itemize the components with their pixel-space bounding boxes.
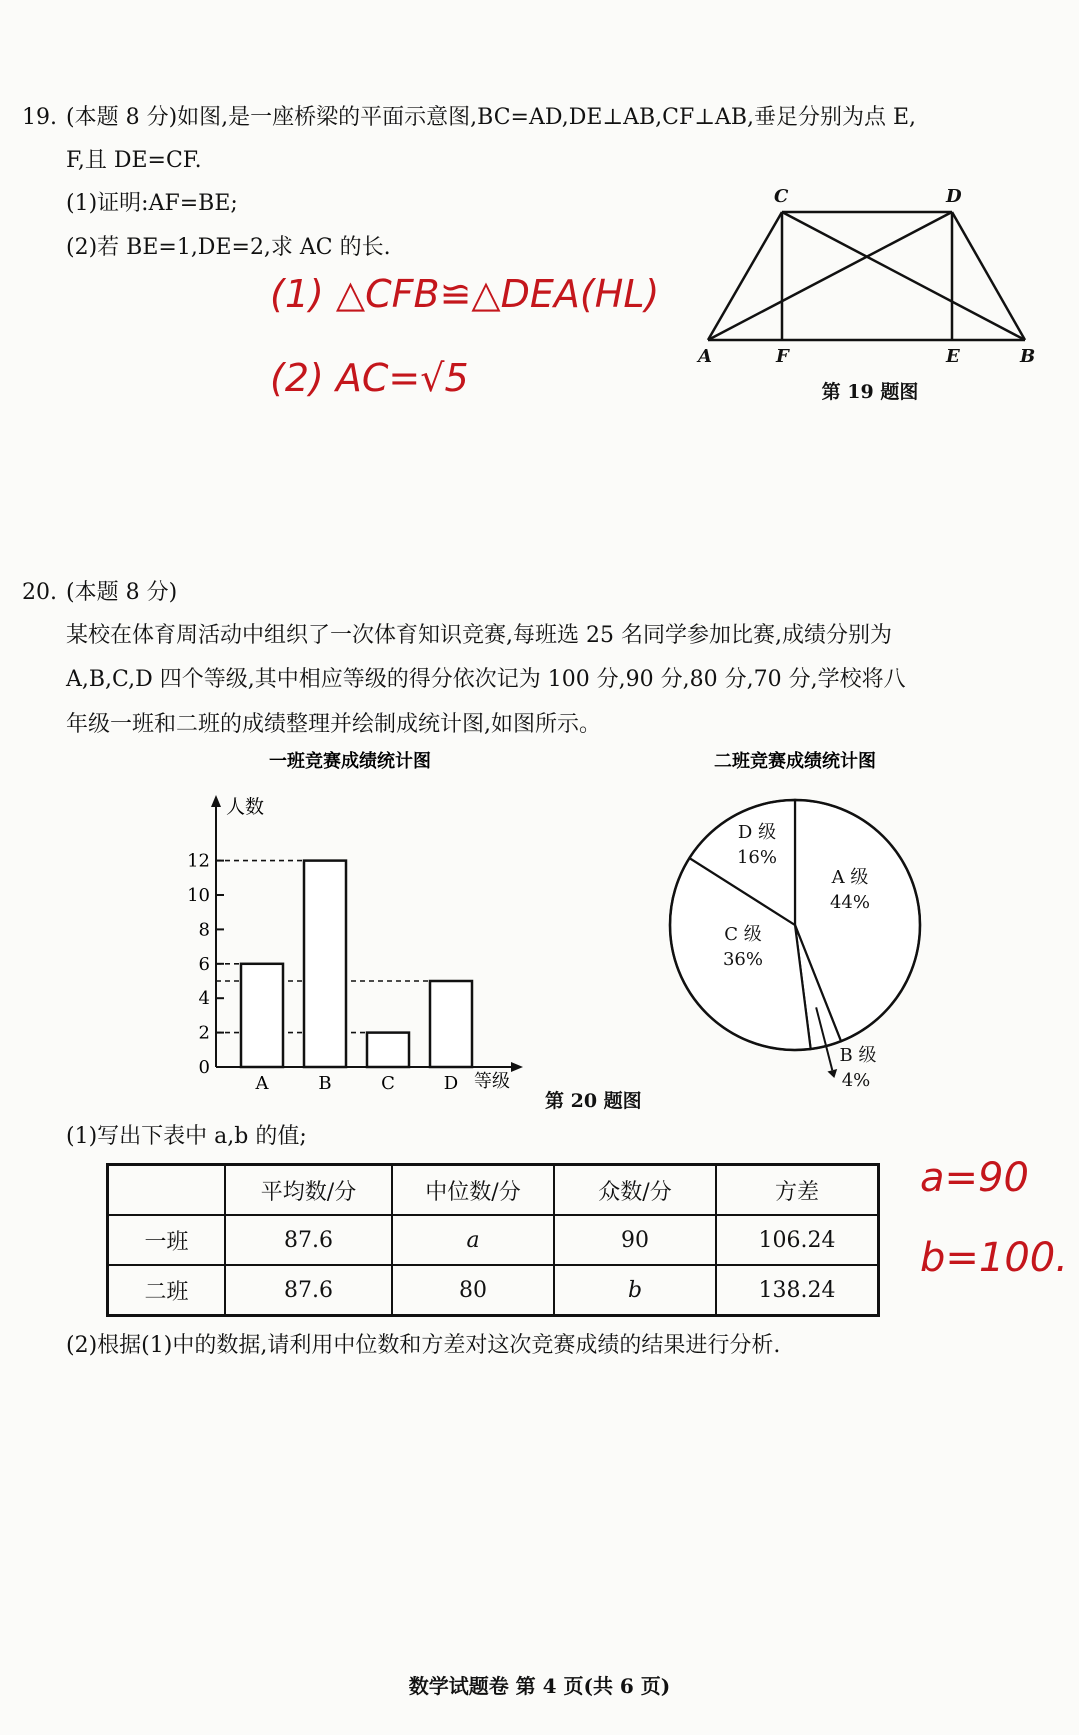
q20-para3: 年级一班和二班的成绩整理并绘制成统计图,如图所示。 bbox=[66, 712, 601, 737]
y-tick-label: 10 bbox=[187, 885, 210, 906]
table-cell: 138.24 bbox=[716, 1265, 879, 1316]
table-cell: b bbox=[554, 1265, 716, 1316]
label-b: B bbox=[1020, 346, 1036, 367]
q19-stem-line2: F,且 DE=CF. bbox=[66, 148, 202, 173]
label-e: E bbox=[946, 346, 960, 367]
bar-chart-title: 一班竞赛成绩统计图 bbox=[269, 751, 431, 772]
table-cell: 87.6 bbox=[225, 1215, 392, 1265]
pie-label-d: D 级 bbox=[737, 822, 777, 843]
table-cell: a bbox=[392, 1215, 554, 1265]
handwritten-a-value: a=90 bbox=[920, 1155, 1029, 1201]
q19-part1: (1)证明:AF=BE; bbox=[66, 191, 238, 216]
pie-value-d: 16% bbox=[736, 847, 778, 868]
q20-part2: (2)根据(1)中的数据,请利用中位数和方差对这次竞赛成绩的结果进行分析. bbox=[66, 1333, 781, 1358]
table-header-row bbox=[108, 1165, 879, 1216]
q20-header: (本题 8 分) bbox=[66, 580, 178, 605]
pie-label-c: C 级 bbox=[724, 924, 762, 945]
y-tick-label: 2 bbox=[198, 1022, 210, 1044]
label-c: C bbox=[774, 186, 789, 207]
label-a: A bbox=[698, 346, 712, 367]
x-tick-label: D bbox=[443, 1073, 459, 1090]
table-header-cell bbox=[108, 1165, 226, 1216]
bar-d bbox=[430, 981, 472, 1067]
pie-chart-title: 二班竞赛成绩统计图 bbox=[714, 751, 876, 772]
pie-b-arrow-head bbox=[827, 1069, 837, 1078]
y-axis-label: 人数 bbox=[226, 796, 265, 818]
q19-handwritten-answer1: (1) △CFB≌△DEA(HL) bbox=[270, 272, 660, 316]
y-tick-label: 6 bbox=[198, 953, 210, 975]
table-header-cell: 中位数/分 bbox=[392, 1165, 554, 1216]
q20-para2: A,B,C,D 四个等级,其中相应等级的得分依次记为 100 分,90 分,80 分,70 分,学校将八 bbox=[66, 667, 906, 692]
q19-stem-line1: (本题 8 分)如图,是一座桥梁的平面示意图,BC=AD,DE⊥AB,CF⊥AB,垂足分别为点 E, bbox=[66, 105, 917, 130]
pie-value-c: 36% bbox=[722, 949, 764, 970]
y-tick-label: 12 bbox=[187, 850, 210, 872]
pie-label-a: A 级 bbox=[831, 867, 869, 888]
table-cell: 一班 bbox=[108, 1215, 226, 1265]
bar-b bbox=[304, 861, 346, 1067]
q19-part2: (2)若 BE=1,DE=2,求 AC 的长. bbox=[66, 235, 391, 260]
x-axis-arrow bbox=[511, 1062, 523, 1072]
y-tick-label: 4 bbox=[198, 988, 210, 1010]
q19-figure bbox=[690, 180, 1050, 410]
q20-number: 20. bbox=[22, 580, 57, 605]
label-d: D bbox=[946, 186, 962, 207]
table-cell: 二班 bbox=[108, 1265, 226, 1316]
x-axis-label: 等级 bbox=[474, 1071, 510, 1090]
table-header-cell: 众数/分 bbox=[554, 1165, 716, 1216]
q20-part1: (1)写出下表中 a,b 的值; bbox=[66, 1124, 307, 1149]
page-footer: 数学试题卷 第 4 页(共 6 页) bbox=[408, 1674, 671, 1698]
table-cell: 106.24 bbox=[716, 1215, 879, 1265]
table-header-cell: 方差 bbox=[716, 1165, 879, 1216]
y-tick-label: 8 bbox=[198, 919, 210, 941]
q19-handwritten-answer2: (2) AC=√5 bbox=[270, 356, 469, 400]
pie-value-a: 44% bbox=[829, 892, 871, 913]
q19-figure-caption: 第 19 题图 bbox=[821, 381, 919, 403]
q20-figure-caption: 第 20 题图 bbox=[545, 1090, 642, 1112]
q19-number: 19. bbox=[22, 105, 57, 130]
table-row bbox=[108, 1265, 879, 1316]
y-tick-label: 0 bbox=[198, 1057, 210, 1078]
table-header-cell: 平均数/分 bbox=[225, 1165, 392, 1216]
handwritten-b-value: b=100. bbox=[920, 1235, 1068, 1281]
class2-pie-chart bbox=[660, 745, 950, 1090]
label-f: F bbox=[776, 346, 789, 367]
pie-value-b: 4% bbox=[841, 1070, 871, 1090]
bar-a bbox=[241, 964, 283, 1067]
q20-para1: 某校在体育周活动中组织了一次体育知识竞赛,每班选 25 名同学参加比赛,成绩分别为 bbox=[66, 623, 892, 648]
table-cell: 90 bbox=[554, 1215, 716, 1265]
pie-label-b: B 级 bbox=[839, 1045, 877, 1066]
x-tick-label: C bbox=[381, 1073, 395, 1090]
x-tick-label: A bbox=[255, 1073, 269, 1090]
table-row bbox=[108, 1215, 879, 1265]
x-tick-label: B bbox=[318, 1073, 332, 1090]
y-axis-arrow bbox=[211, 795, 221, 807]
bar-c bbox=[367, 1033, 409, 1067]
score-table bbox=[106, 1163, 880, 1317]
table-cell: 80 bbox=[392, 1265, 554, 1316]
table-cell: 87.6 bbox=[225, 1265, 392, 1316]
class1-bar-chart bbox=[180, 745, 550, 1090]
